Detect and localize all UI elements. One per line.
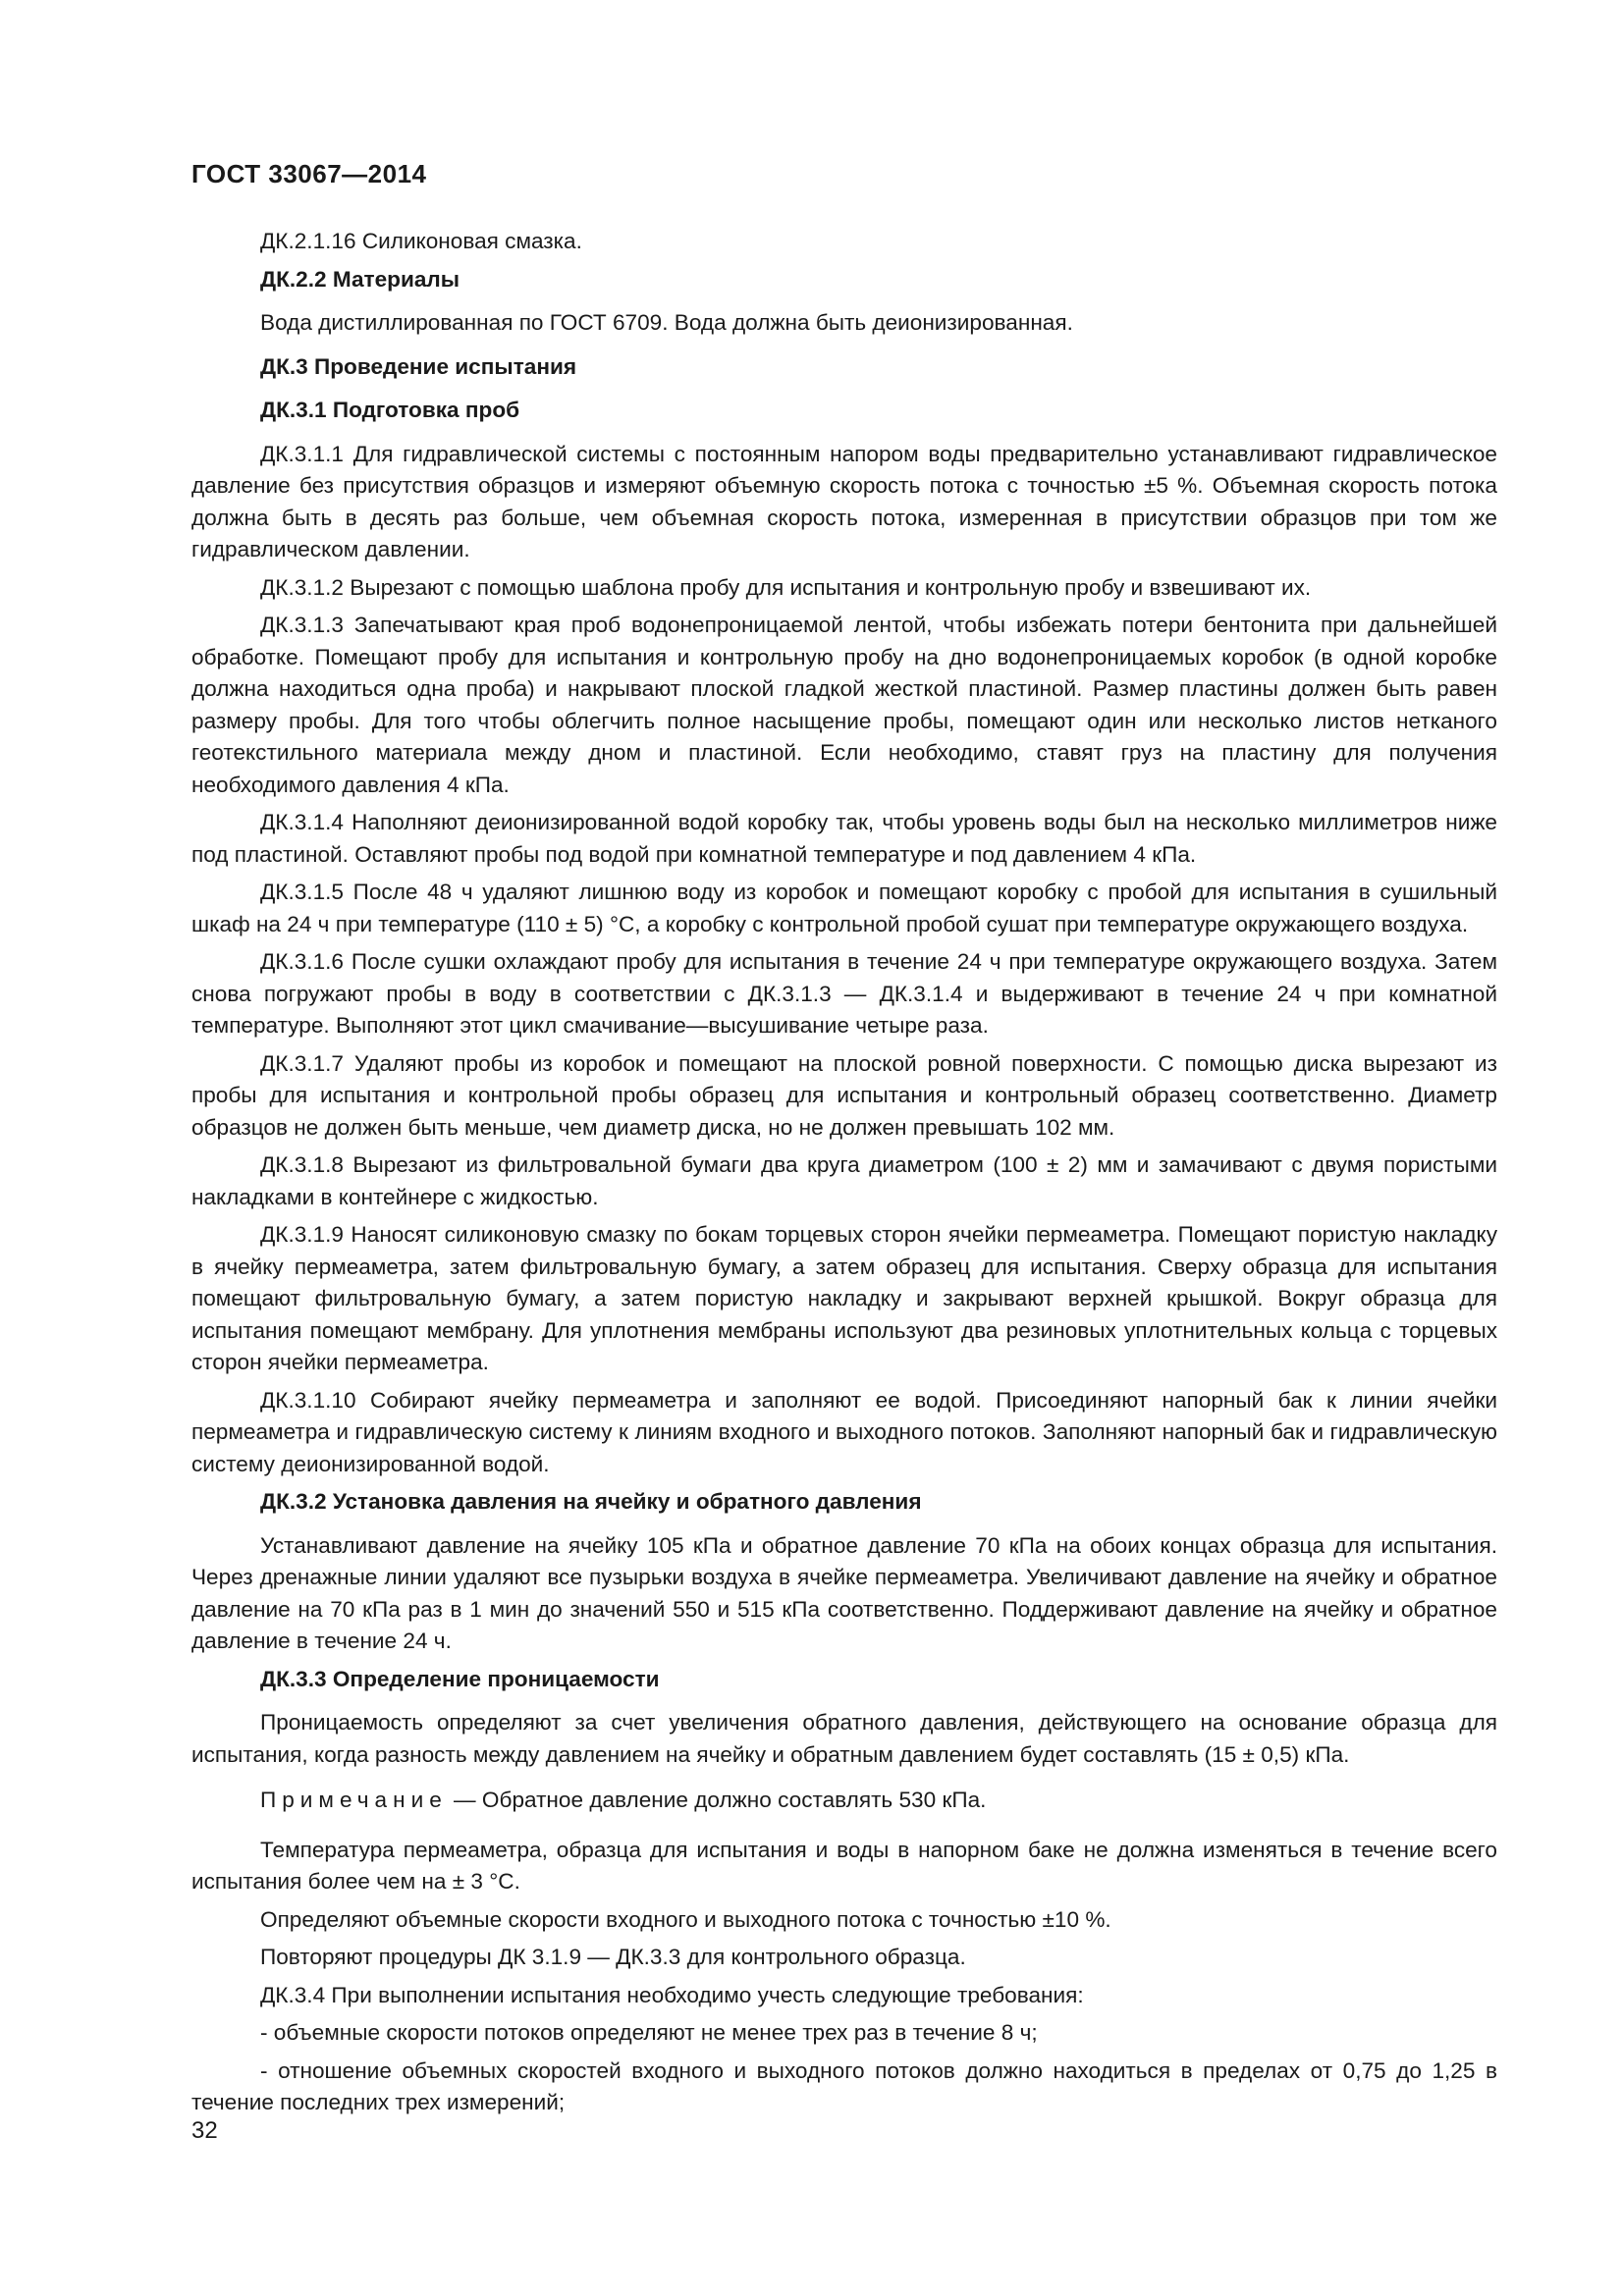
paragraph: ДК.3.1.8 Вырезают из фильтровальной бумаги два круга диаметром (100 ± 2) мм и замачивают с двумя пористыми накладками в контейнере с жидкостью.	[191, 1152, 1497, 1209]
paragraph: Определяют объемные скорости входного и выходного потока с точностью ±10 %.	[260, 1906, 1111, 1932]
paragraph: ДК.3.1.3 Запечатывают края проб водонепроницаемой лентой, чтобы избежать потери бентонита при дальнейшей обработке. Помещают пробу для испытания и контрольную пробу на дно водонепроницаемых коробок (в одной коробке должна находиться одна проба) и накрывают плоской гладкой жесткой пластиной. Размер пластины должен быть равен размеру пробы. Для того чтобы облегчить полное насыщение пробы, помещают один или несколько листов нетканого геотекстильного материала между дном и пластиной. Если необходимо, ставят груз на пластину для получения необходимого давления 4 кПа.	[191, 613, 1497, 797]
note	[191, 1785, 1497, 1817]
paragraph: ДК.3.1.7 Удаляют пробы из коробок и помещают на плоской ровной поверхности. С помощью диска вырезают из пробы для испытания и контрольной пробы образец для испытания и контрольный образец соответственно. Диаметр образцов не должен быть меньше, чем диаметр диска, но не должен превышать 102 мм.	[191, 1050, 1497, 1140]
section-heading: ДК.3.1 Подготовка проб	[260, 398, 520, 422]
paragraph: ДК.2.1.16 Силиконовая смазка.	[260, 229, 582, 253]
note-text: — Обратное давление должно составлять 530 кПа.	[447, 1788, 987, 1812]
section-heading: ДК.3 Проведение испытания	[260, 353, 577, 379]
paragraph: ДК.3.1.2 Вырезают с помощью шаблона пробу для испытания и контрольную пробу и взвешивают их.	[260, 574, 1312, 600]
paragraph: ДК.3.4 При выполнении испытания необходимо учесть следующие требования:	[260, 1982, 1084, 2007]
paragraph: Вода дистиллированная по ГОСТ 6709. Вода должна быть деионизированная.	[260, 310, 1073, 335]
paragraph: ДК.3.1.10 Собирают ячейку пермеаметра и заполняют ее водой. Присоединяют напорный бак к линии ячейки пермеаметра и гидравлическую систему к линиям входного и выходного потоков. Заполняют напорный бак и гидравлическую систему деионизированной водой.	[191, 1387, 1497, 1476]
page-number: 32	[191, 2117, 218, 2144]
document-header: ГОСТ 33067—2014	[191, 159, 427, 188]
section-heading: ДК.3.2 Установка давления на ячейку и обратного давления	[260, 1489, 922, 1514]
paragraph: Проницаемость определяют за счет увеличения обратного давления, действующего на основание образца для испытания, когда разность между давлением на ячейку и обратным давлением будет составлять (15 ± 0,5) кПа.	[191, 1710, 1497, 1767]
paragraph: ДК.3.1.5 После 48 ч удаляют лишнюю воду из коробок и помещают коробку с пробой для испытания в сушильный шкаф на 24 ч при температуре (110 ± 5) °С, а коробку с контрольной пробой сушат при температуре окружающего воздуха.	[191, 880, 1497, 936]
section-heading: ДК.3.3 Определение проницаемости	[260, 1666, 660, 1691]
section-heading: ДК.2.2 Материалы	[260, 266, 460, 292]
paragraph: Повторяют процедуры ДК 3.1.9 — ДК.3.3 для контрольного образца.	[260, 1945, 966, 1969]
paragraph: ДК.3.1.9 Наносят силиконовую смазку по бокам торцевых сторон ячейки пермеаметра. Помещают пористую накладку в ячейку пермеаметра, затем фильтровальную бумагу, а затем образец для испытания. Сверху образца для испытания помещают фильтровальную бумагу, а затем пористую накладку и закрывают верхней крышкой. Вокруг образца для испытания помещают мембрану. Для уплотнения мембраны используют два резиновых уплотнительных кольца с торцевых сторон ячейки пермеаметра.	[191, 1222, 1497, 1374]
paragraph: ДК.3.1.6 После сушки охлаждают пробу для испытания в течение 24 ч при температуре окружающего воздуха. Затем снова погружают пробы в воду в соответствии с ДК.3.1.3 — ДК.3.1.4 и выдерживают в течение 24 ч при комнатной температуре. Выполняют этот цикл смачивание—высушивание четыре раза.	[191, 949, 1497, 1038]
paragraph: Температура пермеаметра, образца для испытания и воды в напорном баке не должна изменяться в течение всего испытания более чем на ± 3 °С.	[191, 1837, 1497, 1894]
list-item: - отношение объемных скоростей входного и выходного потоков должно находиться в пределах от 0,75 до 1,25 в течение последних трех измерений;	[191, 2057, 1497, 2114]
document-body	[191, 226, 1497, 2125]
note-label: Примечание	[260, 1788, 448, 1812]
list-item: - объемные скорости потоков определяют не менее трех раз в течение 8 ч;	[260, 2020, 1038, 2045]
paragraph: ДК.3.1.1 Для гидравлической системы с постоянным напором воды предварительно устанавливают гидравлическое давление без присутствия образцов и измеряют объемную скорость потока с точностью ±5 %. Объемная скорость потока должна быть в десять раз больше, чем объемная скорость потока, измеренная в присутствии образцов при том же гидравлическом давлении.	[191, 441, 1497, 561]
paragraph: Устанавливают давление на ячейку 105 кПа и обратное давление 70 кПа на обоих концах образца для испытания. Через дренажные линии удаляют все пузырьки воздуха в ячейке пермеаметра. Увеличивают давление на ячейку и обратное давление на 70 кПа раз в 1 мин до значений 550 и 515 кПа соответственно. Поддерживают давление на ячейку и обратное давление в течение 24 ч.	[191, 1532, 1497, 1653]
paragraph: ДК.3.1.4 Наполняют деионизированной водой коробку так, чтобы уровень воды был на несколько миллиметров ниже под пластиной. Оставляют пробы под водой при комнатной температуре и под давлением 4 кПа.	[191, 810, 1497, 867]
